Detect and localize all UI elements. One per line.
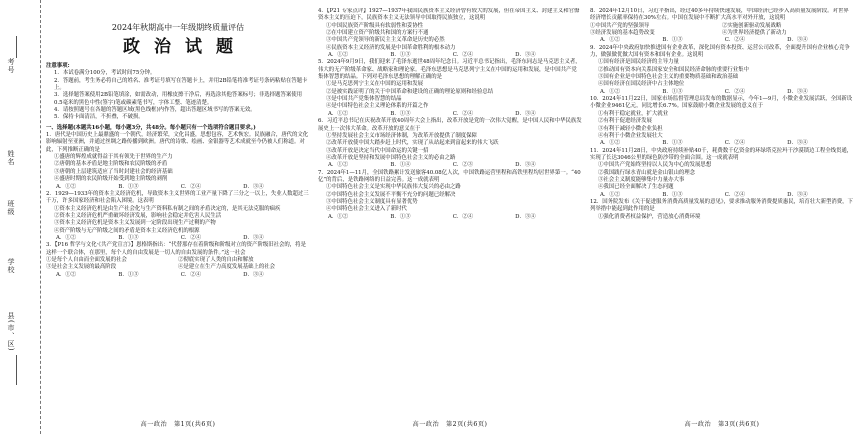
question-choice: ②在中国建立资产阶级共和国的方案行不通 [326, 30, 429, 37]
question-choice: ①中国特色社会主义是实现中华民族伟大复兴的必由之路 [326, 184, 461, 191]
question-choice: ②唐朝的基本矛盾是地主阶级和农民阶级的矛盾 [54, 161, 168, 168]
question-choice: ①坚持发展社会主义市场经济体制，为改革开放提供了制度保障 [326, 132, 477, 139]
answer-option: C．②④ [452, 213, 474, 220]
answer-option: D．③④ [787, 88, 808, 95]
margin-label-name: 姓名 [7, 150, 15, 166]
answer-option: C．②④ [724, 191, 746, 198]
question-choice: ③资本主义经济危机是资本主义发展到一定阶段出现生产过剩的产物 [54, 220, 216, 227]
question-choice: ③国有企业是中国特色社会主义的重要物质基础和政治基础 [598, 74, 739, 81]
question-choice: ③经济发展的基本趋势改变 [590, 30, 655, 37]
question-choice: ④我国已经全面解决了生态问题 [598, 184, 674, 191]
answer-options [590, 192, 854, 199]
question-choice: ④中国特色社会主义进入了新时代 [326, 206, 407, 213]
answer-option: A．①② [56, 271, 77, 278]
answer-option: B．①③ [390, 52, 411, 59]
answer-option: B．①③ [390, 110, 411, 117]
answer-option: C．②④ [180, 234, 202, 241]
answer-option: B．①③ [662, 140, 683, 147]
answer-options [590, 140, 854, 147]
question-choice: ④盛唐时期的农民阶级开始受到地主阶级的剥削 [54, 176, 168, 183]
question-choice: ③社会主义制度能够集中力量办大事 [598, 176, 685, 183]
answer-option: D．③④ [787, 37, 808, 44]
question-choice: ④国有经济在国民经济中占主体地位 [598, 81, 685, 88]
answer-option: C．②④ [724, 37, 746, 44]
answer-option: A．①② [56, 183, 77, 190]
question-choice: ②资本主义经济危机严重破坏经济发展，影响社会稳定并危害人民生活 [54, 212, 222, 219]
question-choice: ③中国共产党领导的新民主主义革命是历史的必然 [326, 37, 445, 44]
question-choice: ①盛唐的辉煌成就得益于其有领先于世界的生产力 [54, 154, 173, 161]
notice-item: 1．本试卷满分100分，考试时间75分钟。 [54, 70, 156, 77]
section-heading: 一、选择题(本题共16小题，每小题3分，共48分。每小题只有一个选项符合题目要求。) [46, 124, 256, 131]
notice-title: 注意事项: [46, 63, 70, 69]
question-choice: ④资产阶级与无产阶级之间的矛盾是资本主义经济危机的根源 [54, 227, 200, 234]
answer-options [46, 272, 310, 279]
question-choice: ①是每个人自由而全面发展的社会 [46, 256, 127, 263]
answer-option: D．③④ [243, 271, 264, 278]
margin-label-school: 学校 [7, 258, 15, 274]
question-choice: ①有利于稳定就业，扩大就业 [598, 110, 669, 117]
answer-option: A．①② [600, 88, 621, 95]
notice-item: 3．选择题答案使用2B铅笔填涂，如需改动，用橡皮擦干净后，再选涂其他答案标号；非选择题答案使用0.5毫米的黑色中性(签字)笔或碳素笔书写，字体工整、笔迹清楚。 [54, 92, 303, 106]
answer-option: B．①③ [662, 88, 683, 95]
choice-row [590, 23, 854, 30]
question-choice: ③唐朝的上层建筑适应了当时封建社会的经济基础 [54, 168, 173, 175]
question-choice: ②有利于促进经济发展 [598, 118, 652, 125]
question-choice: ②中国特色社会主义发展不平衡不充分的问题已经解决 [326, 191, 456, 198]
question-choice: ④为世界经济提供了新动力 [722, 30, 787, 37]
answer-option: C．②③ [452, 162, 474, 169]
question-choice: ②是被实践证明了的关于中国革命和建设的正确的理论原则和经验总结 [326, 88, 494, 95]
margin-rule [16, 355, 17, 385]
page-1-column [46, 8, 310, 426]
answer-option: A．①② [328, 52, 349, 59]
question-choice: ①是马克思列宁主义在中国的运用和发展 [326, 81, 424, 88]
choice-row [590, 30, 854, 37]
page-footer: 高一政治 第1页(共6页) [140, 421, 216, 428]
answer-option: B．①④ [390, 162, 411, 169]
question-stem: 5．2024年9月9日，我们迎来了毛泽东逝世48周年纪念日。习近平总书记指出，毛泽东同志是马克思主义者，伟大的无产阶级革命家、战略家和理论家。毛泽东思想是马克思列宁主义在中国的运用和发展，是中国共产党集体智慧的结晶。下列对毛泽东思想的理解正确的是 [318, 59, 581, 81]
answer-options [590, 37, 854, 44]
answer-option: C．②④ [724, 88, 746, 95]
question-choice: ④改革开放是坚持和发展中国特色社会主义的必由之路 [326, 154, 456, 161]
answer-option: A．①② [600, 37, 621, 44]
question-stem: 11．2024年11月28日，中央政府持续补贴40千，耗费数千亿资金的环绿塔克拉玛干沙漠锁边工程全线贯通，实现了长达3046公里的绿色防沙带的全面合围。这一成就表明 [590, 147, 853, 161]
question-choice: ①国有经济是国民经济的主导力量 [598, 59, 679, 66]
question-choice: ③改革开放是决定当代中国命运的关键一招 [326, 147, 429, 154]
notice-item: 4．请按照题号在各题的答题区域(黑色线框)内作答，超出答题区域书写的答案无效。 [54, 107, 256, 114]
answer-option: D．③④ [515, 110, 536, 117]
margin-rule [16, 36, 17, 58]
question-choice: ③有利于减轻小微企业负担 [598, 125, 663, 132]
answer-option: B．①③ [390, 213, 411, 220]
answer-option: A．①② [56, 234, 77, 241]
answer-option: D．③④ [787, 191, 808, 198]
answer-option: C．②④ [180, 183, 202, 190]
answer-option: C．②④ [452, 110, 474, 117]
answer-option: C．②④ [452, 52, 474, 59]
question-stem: 12．国务院发布《关于促进服务消费高质量发展的意见》，要求推动服务消费提质惠民，培育壮大新型消费，下列举措中能起到此作用的是 [590, 198, 853, 213]
page-footer: 高一政治 第3页(共6页) [684, 421, 760, 428]
answer-option: B．①③ [118, 234, 139, 241]
page-3-column [590, 8, 854, 426]
question-choice: ②实施创新驱动发展战略 [722, 22, 782, 29]
question-stem: 2．1929—1933年的资本主义经济危机，导致资本主义世界的工业产量下降了三分之一以上，失业人数超过三千万，许多国家经济和社会陷入困境。这表明 [46, 190, 309, 205]
question-choice: ③中国特色社会主义制度具有显著优势 [326, 198, 418, 205]
question-choice: ③是社会主义发展的最高阶段 [46, 264, 117, 271]
answer-option: D．③④ [243, 183, 264, 190]
answer-option: B．①③ [662, 191, 683, 198]
question-stem: 6．习近平总书记在庆祝改革开放40周年大会上指出，改革开放是党的一次伟大觉醒，是中国人民和中华民族发展史上一次伟大革命。改革开放的意义在于 [318, 118, 582, 132]
subject-title: 政治试题 [123, 37, 247, 57]
answer-options [318, 214, 582, 221]
margin-label-county: 县(市、区) [7, 312, 15, 352]
notice-item: 2．答题前，考生务必将自己的姓名、准考证号填写在答题卡上，并用2B铅笔将准考证号条码粘贴在答题卡上。 [54, 77, 308, 92]
answer-option: A．①② [600, 191, 621, 198]
margin-label-class: 班级 [7, 200, 15, 216]
answer-option: A．①② [328, 162, 349, 169]
answer-option: A．①② [328, 213, 349, 220]
answer-option: A．①② [328, 110, 349, 117]
answer-option: D．③④ [515, 162, 536, 169]
answer-option: B．①③ [118, 183, 139, 190]
question-stem: 8．2024年12月10日，习近平指出，经过40多年持续快速发展，中国经济已经步入高质量发展阶段。对世界经济增长贡献率保持在30%左右。中国在发展中不断扩大高水平对外开放，这说明 [590, 8, 849, 22]
page-footer: 高一政治 第2页(共6页) [412, 421, 488, 428]
question-stem: 7．2024年1—11月，全国铁路累计发送旅客40.08亿人次，中国铁路运营里程和高铁里程均居世界第一。“40亿”的背后，是铁路网络的日益完善。这一成就表明 [318, 169, 581, 183]
question-choice: ②彻底实现了人类的自由和解放 [178, 256, 254, 263]
answer-option: D．③④ [515, 213, 536, 220]
question-choice: ①中国共产党始终坚持以人民为中心的发展思想 [598, 162, 712, 169]
answer-options [46, 184, 310, 191]
answer-option: C．②④ [724, 140, 746, 147]
question-choice: ④是建立在生产力高度发展基础上的社会 [178, 264, 276, 271]
question-choice: ②推动国有资本向关系国家安全和国民经济命脉的重要行业集中 [598, 66, 749, 73]
question-choice: ④民族资本主义经济的发展是中国革命胜利的根本动力 [326, 44, 456, 51]
answer-option: D．③④ [515, 52, 536, 59]
answer-option: D．③④ [243, 234, 264, 241]
question-choice: ②我国践行绿水青山就是金山银山的理念 [598, 169, 696, 176]
choice-row [46, 264, 310, 271]
question-choice: ①中国共产党的坚强领导 [590, 22, 650, 29]
question-choice: ④是中国特色社会主义理论体系的开篇之作 [326, 103, 429, 110]
answer-option: D．③④ [787, 140, 808, 147]
question-choice: ①中国民族资产阶级具有软弱性和妥协性 [326, 22, 424, 29]
question-choice: ②改革开放使中国大踏步赶上时代，实现了从站起来到富起来的伟大飞跃 [326, 140, 499, 147]
answer-option: C．②④ [180, 271, 202, 278]
question-stem: 4．【P21 专家点评】1927—1937年我国民族资本主义经济曾有较大的发展，但在帝国主义、封建主义和官僚资本主义的压迫下，民族资本主义无法领导中国取得民族独立，这说明 [318, 8, 580, 22]
answer-option: B．①③ [118, 271, 139, 278]
exam-title: 2024年秋期高中一年级期终质量评估 [111, 23, 245, 32]
question-stem: 10．2024年11月22日，国家市场监督管理总局发布的数据显示，今年1—9月，小微企业发展活跃，全国新设小微企业9461亿元，同比增长6.7%。国家鼓励小微企业发展的意义在于 [590, 96, 853, 110]
answer-option: A．①② [600, 140, 621, 147]
binding-margin [0, 0, 41, 434]
question-stem: 9．2024年中央政府加快推进国有企业改革，深化国有资本投资、运营公司改革，全面提升国有企业核心竞争力，做强做优做大国有资本和国有企业。这说明 [590, 44, 850, 59]
question-choice: ①资本主义经济危机是由生产社会化与生产资料私有制之间的矛盾决定的，是其无法克服的痼疾 [54, 205, 281, 212]
question-stem: 3．【P16 哲学与文化·《共产党宣言》】恩格斯指出：“代替那存在着阶级和阶级对立的资产阶级旧社会的，将是这样一个联合体，在那里，每个人的自由发展是一切人的自由发展的条件。”这一社会 [46, 242, 306, 256]
question-choice: ④有利于小微企业发展壮大 [598, 132, 663, 139]
question-stem: 1．唐代是中国历史上最鼎盛的一个朝代，经济繁荣，文化昌盛，思想包容，艺术恢宏。民族融合，唐代的文化影响辐射至亚洲，并通过丝绸之路传播到欧洲。唐代的诗歌、绘画、金银器等艺术成就至今仍被人们称道。对此，下列推断正确的是 [46, 132, 309, 153]
answer-option: B．①③ [662, 37, 683, 44]
margin-label-exam-number: 考号 [7, 58, 15, 74]
answer-options [318, 162, 582, 169]
question-choice: ③是中国共产党集体智慧的结晶 [326, 96, 402, 103]
page-2-column [318, 8, 582, 426]
notice-item: 5．保持卡面清洁，不折叠，不破损。 [54, 114, 144, 121]
question-choice: ①强化消费者权益保护，营造放心消费环境 [598, 213, 701, 220]
